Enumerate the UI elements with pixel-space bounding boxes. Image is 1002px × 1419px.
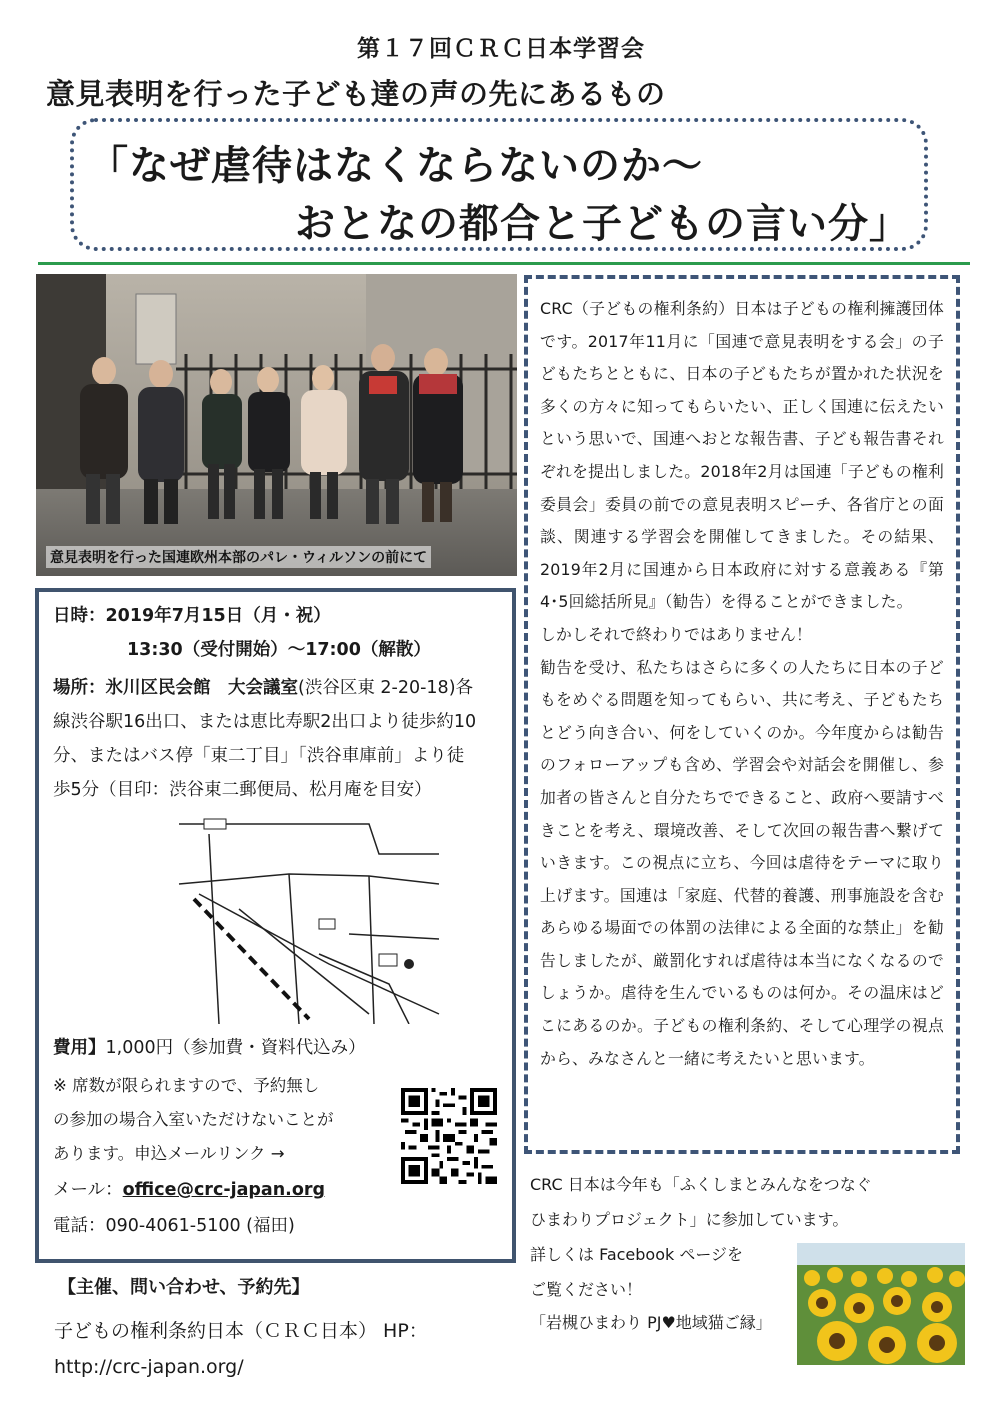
venue-name: 場所：氷川区民会館 大会議室	[53, 678, 298, 698]
sunflower-line-3: 詳しくは Facebook ページを	[530, 1245, 744, 1264]
phone: 電話：090-4061-5100 (福田)	[53, 1216, 295, 1236]
access-map	[169, 814, 449, 1024]
note-line-2: の参加の場合入室いただけないことが	[53, 1110, 334, 1129]
fee-value: 1,000円（参加費・資料代込み）	[105, 1038, 366, 1058]
description-paragraph-3: 勧告を受け、私たちはさらに多くの人たちに日本の子どもをめぐる問題を知ってもらい、共に考え、子どもたちとどう向き合い、何をしていくのか。今年度からは勧告のフォローアップも含め、学習会や対話会を開催し、参加者の皆さんと自分たちでできること、政府へ要請すべきことを考え、環境改善、そして次回の報告書へ繋げていきます。この視点に立ち、今回は虐待をテーマに取り上げます。国連は「家庭、代替的養護、刑事施設を含むあらゆる場面での体罰の法律による全面的な禁止」を勧告しましたが、厳罰化すれば虐待は本当になくなるのでしょうか。虐待を生んでいるものは何か。その温床はどこにあるのか。子どもの権利条約、そして心理学の視点から、みなさんと一緒に考えたいと思います。	[540, 657, 944, 1068]
qr-code[interactable]	[401, 1088, 497, 1184]
description-box	[524, 275, 960, 1154]
organizer-heading: 【主催、問い合わせ、予約先】	[58, 1277, 310, 1298]
organizer-name: 子どもの権利条約日本（ＣＲＣ日本） HP：	[54, 1320, 428, 1342]
sunflower-photo	[797, 1243, 965, 1365]
note-line-3: あります。申込メールリンク →	[53, 1144, 285, 1163]
event-date: 日時：2019年7月15日（月・祝）	[53, 606, 331, 626]
fee-label: 費用】	[53, 1038, 106, 1058]
divider	[38, 262, 970, 265]
photo-caption: 意見表明を行った国連欧州本部のパレ・ウィルソンの前にて	[46, 546, 431, 568]
title-line-1: 「なぜ虐待はなくならないのか～	[88, 143, 703, 189]
event-info-box	[35, 588, 516, 1263]
event-venue	[53, 680, 473, 698]
event-time: 13:30（受付開始）～17:00（解散）	[127, 640, 431, 660]
venue-address-4: 歩5分（目印：渋谷東二郵便局、松月庵を目安）	[53, 780, 432, 800]
fee	[53, 1040, 366, 1058]
event-number: 第１７回ＣＲＣ日本学習会	[357, 36, 645, 62]
venue-address-3: 分、またはバス停「東二丁目」「渋谷車庫前」より徒	[53, 746, 465, 766]
venue-address-2: 線渋谷駅16出口、または恵比寿駅2出口より徒歩約10	[53, 712, 477, 732]
organizer-url[interactable]: http://crc-japan.org/	[54, 1356, 244, 1378]
group-photo	[36, 274, 517, 576]
sunflower-line-2: ひまわりプロジェクト」に参加しています。	[530, 1210, 849, 1229]
sunflower-line-1: CRC 日本は今年も「ふくしまとみんなをつなぐ	[530, 1175, 872, 1194]
email-row	[53, 1182, 325, 1200]
group-photo-image	[36, 274, 517, 576]
description-paragraph-2: しかしそれで終わりではありません！	[540, 624, 812, 644]
sunflower-image	[797, 1243, 965, 1365]
note-line-1: ※ 席数が限られますので、予約無し	[53, 1076, 320, 1095]
subtitle: 意見表明を行った子ども達の声の先にあるもの	[46, 77, 666, 111]
title-box	[70, 118, 928, 251]
venue-address-1: (渋谷区東 2-20-18)各	[298, 678, 474, 698]
sunflower-line-5[interactable]: 「岩槻ひまわり PJ♥地域猫ご縁」	[530, 1313, 772, 1332]
email-link[interactable]: office@crc-japan.org	[122, 1180, 326, 1200]
sunflower-line-4: ご覧ください！	[530, 1280, 643, 1299]
description-paragraph-1: CRC（子どもの権利条約）日本は子どもの権利擁護団体です。2017年11月に「国連で意見表明をする会」の子どもたちとともに、日本の子どもたちが置かれた状況を多くの方々に知ってもらいたい、正しく国連に伝えたいという思いで、国連へおとな報告書、子ども報告書それぞれを提出しました。2018年2月は国連「子どもの権利委員会」委員の前での意見表明スピーチ、各省庁との面談、関連する学習会を開催してきました。その結果、2019年2月に国連から日本政府に対する意義ある『第4･5回総括所見』（勧告）を得ることができました。	[540, 299, 944, 612]
email-label: メール：	[53, 1180, 123, 1200]
description-text	[540, 293, 944, 1075]
title-line-2: おとなの都合と子どもの言い分」	[295, 201, 910, 247]
